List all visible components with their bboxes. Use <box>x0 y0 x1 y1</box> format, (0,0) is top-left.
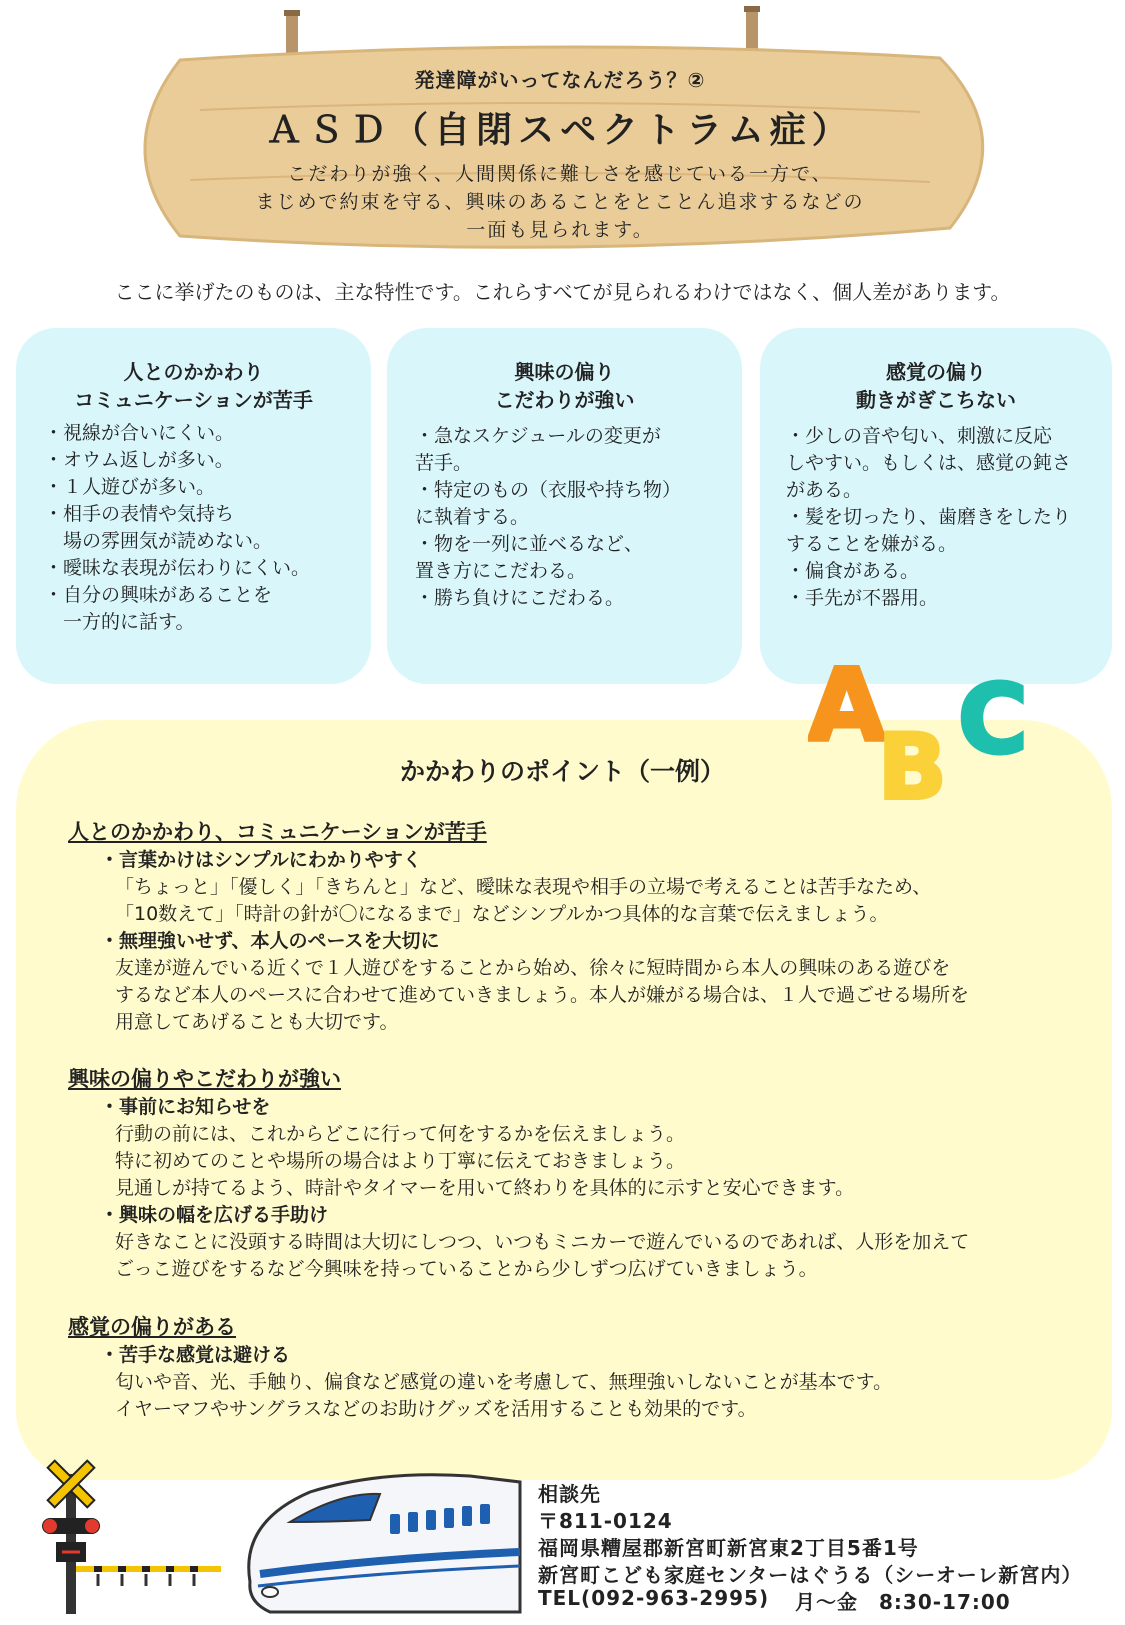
sub-heading: ・苦手な感覚は避ける <box>100 1344 291 1366</box>
body-line: ごっこ遊びをするなど今興味を持っていることから少しずつ広げていきましょう。 <box>115 1258 818 1280</box>
card-item: ・勝ち負けにこだわる。 <box>415 587 625 609</box>
card-item: ・髪を切ったり、歯磨きをしたり <box>786 506 1072 528</box>
card-communication <box>16 328 371 684</box>
card-item: ・自分の興味があることを <box>44 584 273 606</box>
body-line: 友達が遊んでいる近くで１人遊びをすることから始め、徐々に短時間から本人の興味のある遊びを <box>115 957 951 979</box>
contact-postal: 〒811-0124 <box>538 1509 673 1533</box>
sign-subtitle: 発達障がいってなんだろう？② <box>414 68 706 92</box>
body-line: 見通しが持てるよう、時計やタイマーを用いて終わりを具体的に示すと安心できます。 <box>115 1177 855 1199</box>
sub-heading: ・興味の幅を広げる手助け <box>100 1204 329 1226</box>
bullet-train-icon <box>230 1462 530 1622</box>
card-title: 感覚の偏り <box>886 360 986 384</box>
card-title: 人とのかかわり <box>123 360 264 384</box>
card-item: ・オウム返しが多い。 <box>44 449 234 471</box>
card-title: コミュニケーションが苦手 <box>74 388 313 412</box>
railroad-crossing-icon <box>34 1454 224 1619</box>
contact-hours: 月～金 8:30-17:00 <box>795 1590 1011 1614</box>
contact-tel: TEL(092-963-2995) <box>538 1586 770 1610</box>
card-title: 興味の偏り <box>514 360 615 384</box>
card-title: 動きがぎこちない <box>856 388 1016 412</box>
card-item: ・特定のもの（衣服や持ち物） <box>415 479 682 501</box>
letter-b: B <box>878 715 947 800</box>
card-item: ・手先が不器用。 <box>786 587 939 609</box>
sub-heading: ・事前にお知らせを <box>100 1096 271 1118</box>
body-line: 用意してあげることも大切です。 <box>115 1011 399 1033</box>
card-item: ・急なスケジュールの変更が <box>415 425 661 447</box>
sub-heading: ・無理強いせず、本人のペースを大切に <box>100 930 440 952</box>
intro-text: ここに挙げたのものは、主な特性です。これらすべてが見られるわけではなく、個人差があります。 <box>114 280 1011 304</box>
sign-description-line: まじめで約束を守る、興味のあることをとことん追求するなどの <box>255 191 865 213</box>
card-item: しやすい。もしくは、感覚の鈍さ <box>786 452 1072 474</box>
body-line: 「ちょっと」「優しく」「きちんと」など、曖昧な表現や相手の立場で考えることは苦手なため、 <box>115 876 932 898</box>
body-line: イヤーマフやサングラスなどのお助けグッズを活用することも効果的です。 <box>115 1398 757 1420</box>
card-interest <box>387 328 742 684</box>
letter-c: C <box>958 665 1028 775</box>
body-line: 好きなことに没頭する時間は大切にしつつ、いつもミニカーで遊んでいるのであれば、人形を加えて <box>115 1231 970 1253</box>
contact-center: 新宮町こども家庭センターはぐうる（シーオーレ新宮内） <box>538 1563 1083 1587</box>
card-item: ・物を一列に並べるなど、 <box>415 533 644 555</box>
card-item: 置き方にこだわる。 <box>415 560 587 582</box>
card-item: ・視線が合いにくい。 <box>44 422 235 444</box>
body-line: するなど本人のペースに合わせて進めていきましょう。本人が嫌がる場合は、１人で過ごせる場所を <box>115 984 970 1006</box>
body-line: 「10数えて」「時計の針が〇になるまで」などシンプルかつ具体的な言葉で伝えましょう。 <box>115 903 889 925</box>
card-item: がある。 <box>786 479 863 501</box>
card-item: 苦手。 <box>415 452 473 474</box>
body-line: 行動の前には、これからどこに行って何をするかを伝えましょう。 <box>115 1123 686 1145</box>
card-item: ・相手の表情や気持ち <box>44 503 235 525</box>
card-item: ・偏食がある。 <box>786 560 920 582</box>
section-heading: 興味の偏りやこだわりが強い <box>68 1067 341 1091</box>
card-title: こだわりが強い <box>494 388 635 412</box>
contact-label: 相談先 <box>538 1482 601 1506</box>
card-item: 場の雰囲気が読めない。 <box>44 530 273 552</box>
card-sensory <box>760 328 1112 684</box>
sign-title: ＡＳＤ（自閉スペクトラム症） <box>266 110 854 151</box>
body-line: 特に初めてのことや場所の場合はより丁寧に伝えておきましょう。 <box>115 1150 686 1172</box>
sign-description-line: 一面も見られます。 <box>466 219 654 241</box>
sub-heading: ・言葉かけはシンプルにわかりやすく <box>100 849 422 871</box>
card-item: ・少しの音や匂い、刺激に反応 <box>786 425 1053 447</box>
points-title: かかわりのポイント（一例） <box>399 757 725 786</box>
contact-address: 福岡県糟屋郡新宮町新宮東2丁目5番1号 <box>538 1536 919 1560</box>
card-item: ・１人遊びが多い。 <box>44 476 216 498</box>
letter-a: A <box>808 650 886 764</box>
card-item: 一方的に話す。 <box>44 611 195 633</box>
section-heading: 感覚の偏りがある <box>68 1315 236 1339</box>
card-item: に執着する。 <box>415 506 530 528</box>
body-line: 匂いや音、光、手触り、偏食など感覚の違いを考慮して、無理強いしないことが基本です。 <box>115 1371 893 1393</box>
sign-description-line: こだわりが強く、人間関係に難しさを感じている一方で、 <box>287 163 833 185</box>
section-heading: 人とのかかわり、コミュニケーションが苦手 <box>68 820 487 844</box>
card-item: ・曖昧な表現が伝わりにくい。 <box>44 557 311 579</box>
card-item: することを嫌がる。 <box>786 533 958 555</box>
